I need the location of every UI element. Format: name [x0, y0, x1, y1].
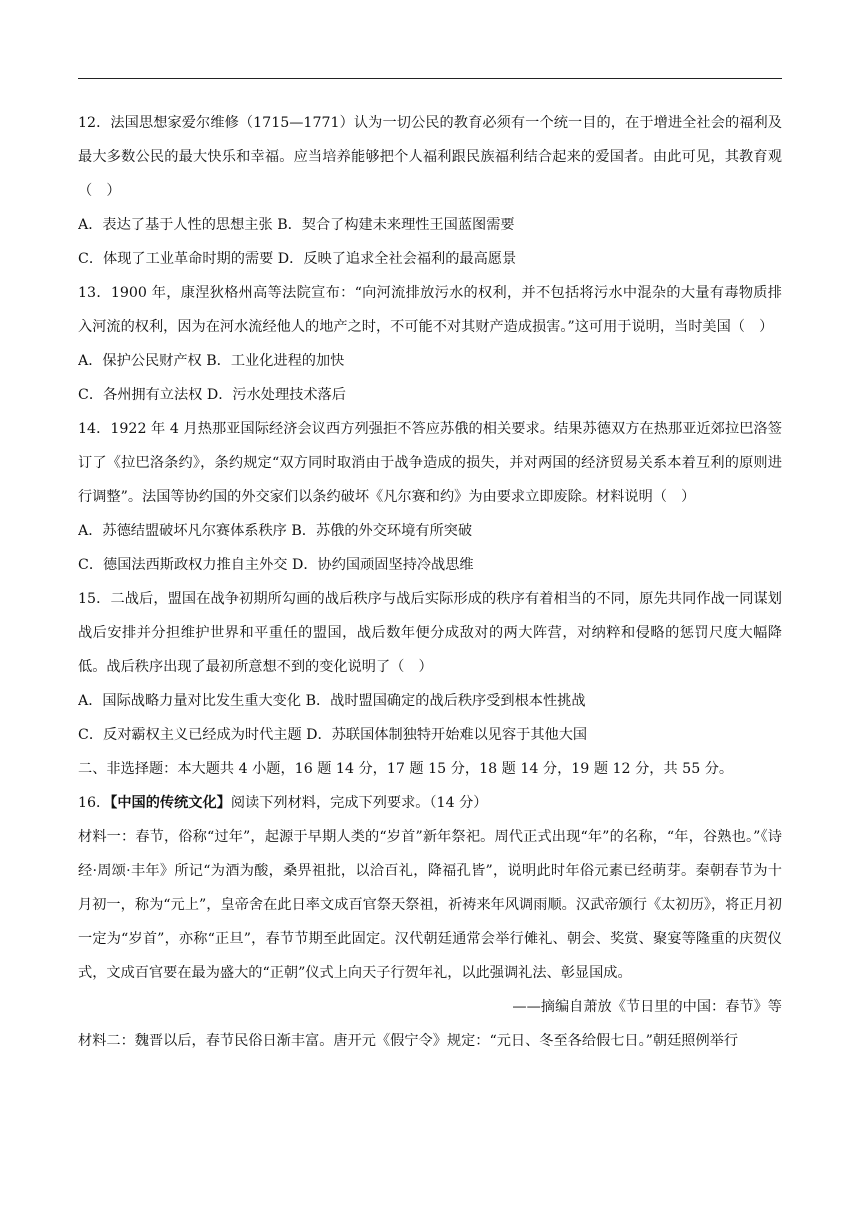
section-2-heading: 二、非选择题：本大题共 4 小题，16 题 14 分，17 题 15 分，18 题 14 分，19 题 12 分，共 55 分。 [78, 761, 734, 777]
question-12 [78, 106, 782, 276]
question-16-material-2: 材料二：魏晋以后，春节民俗日渐丰富。唐开元《假宁令》规定：“元日、冬至各给假七日。”朝廷照例举行 [78, 1033, 739, 1049]
question-16-material-1: 材料一：春节，俗称“过年”，起源于早期人类的“岁首”新年祭祀。周代正式出现“年”的名称，“年，谷熟也。”《诗经·周颂·丰年》所记“为酒为酸，桑畀祖批，以洽百礼，降福孔皆”，说明此时年俗元素已经萌芽。秦朝春节为十月初一，称为“元上”，皇帝舍在此日率文成百官祭天祭祖，祈祷来年风调雨顺。汉武帝颁行《太初历》，将正月初一定为“岁首”，亦称“正旦”，春节节期至此固定。汉代朝廷通常会举行傩礼、朝会、奖赏、聚宴等隆重的庆贺仪式，文成百官要在最为盛大的“正朝”仪式上向天子行贺年礼，以此强调礼法、彰显国成。 [78, 829, 782, 981]
header-rule [78, 78, 782, 79]
question-14-options-ab: A．苏德结盟破坏凡尔赛体系秩序 B．苏俄的外交环境有所突破 [78, 523, 473, 539]
question-14 [78, 412, 782, 582]
question-16-number: 16． [78, 795, 111, 811]
question-15-options-cd: C．反对霸权主义已经成为时代主题 D．苏联国体制独特开始难以见容于其他大国 [78, 727, 588, 743]
question-16-material-1-source: ——摘编自萧放《节日里的中国：春节》等 [512, 999, 782, 1015]
question-12-options-ab: A．表达了基于人性的思想主张 B．契合了构建未来理性王国蓝图需要 [78, 217, 515, 233]
question-14-stem: 14．1922 年 4 月热那亚国际经济会议西方列强拒不答应苏俄的相关要求。结果苏德双方在热那亚近郊拉巴洛签订了《拉巴洛条约》，条约规定“双方同时取消由于战争造成的损失，并对两国的经济贸易关系本着互利的原则进行调整”。法国等协约国的外交家们以条约破坏《凡尔赛和约》为由要求立即废除。材料说明（ ） [78, 421, 782, 505]
question-15-stem: 15．二战后，盟国在战争初期所勾画的战后秩序与战后实际形成的秩序有着相当的不同，原先共同作战一同谋划战后安排并分担维护世界和平重任的盟国，战后数年便分成敌对的两大阵营，对纳粹和侵略的惩罚尺度大幅降低。战后秩序出现了最初所意想不到的变化说明了（ ） [78, 591, 782, 675]
question-15 [78, 582, 782, 752]
question-12-stem: 12．法国思想家爱尔维修（1715—1771）认为一切公民的教育必须有一个统一目的，在于增进全社会的福利及最大多数公民的最大快乐和幸福。应当培养能够把个人福利跟民族福利结合起来的爱国者。由此可见，其教育观（ ） [78, 115, 782, 199]
question-16-heading [78, 786, 782, 820]
question-13-options-ab: A．保护公民财产权 B．工业化进程的加快 [78, 353, 345, 369]
question-15-options-ab: A．国际战略力量对比发生重大变化 B．战时盟国确定的战后秩序受到根本性挑战 [78, 693, 586, 709]
question-16-instructions: 阅读下列材料，完成下列要求。（14 分） [230, 795, 488, 811]
question-13-stem: 13．1900 年，康涅狄格州高等法院宣布：“向河流排放污水的权利，并不包括将污水中混杂的大量有毒物质排入河流的权利，因为在河水流经他人的地产之时，不可能不对其财产造成损害。”这可用于说明，当时美国（ ） [78, 285, 782, 335]
question-14-options-cd: C．德国法西斯政权力推自主外交 D．协约国顽固坚持冷战思维 [78, 557, 474, 573]
question-13 [78, 276, 782, 412]
question-12-options-cd: C．体现了工业革命时期的需要 D．反映了追求全社会福利的最高愿景 [78, 251, 517, 267]
question-16-topic-tag: 【中国的传统文化】 [110, 795, 231, 811]
question-13-options-cd: C．各州拥有立法权 D．污水处理技术落后 [78, 387, 346, 403]
exam-page-content [78, 106, 782, 1058]
